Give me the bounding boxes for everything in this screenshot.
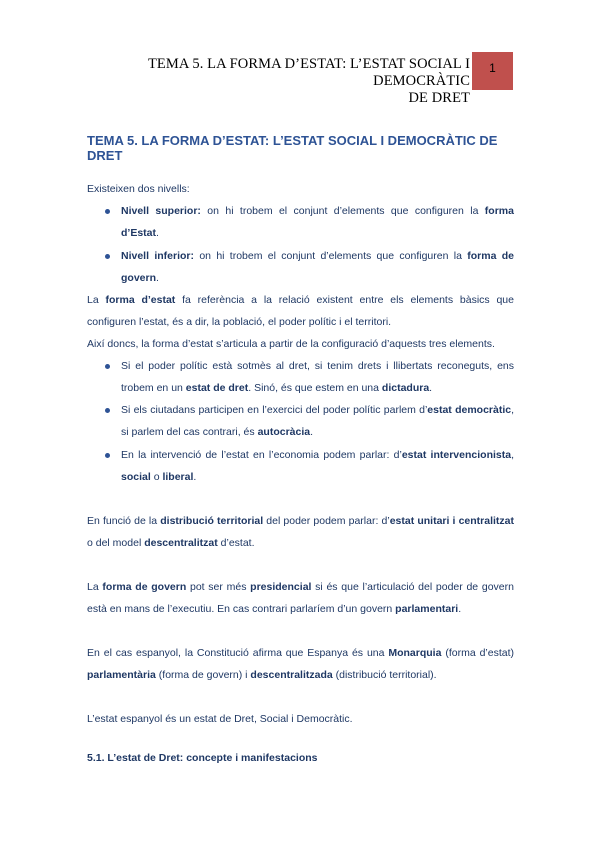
header-title-line1: TEMA 5. LA FORMA D’ESTAT: L’ESTAT SOCIAL I DEMOCRÀTIC: [147, 56, 470, 89]
bold-term: presidencial: [250, 581, 312, 593]
bold-term: distribució territorial: [160, 515, 264, 527]
bold-term: Nivell inferior:: [121, 250, 194, 262]
bullet-icon: [105, 254, 110, 259]
bold-term: forma de govern: [102, 581, 187, 593]
bullet-icon: [105, 408, 110, 413]
bold-term: social: [121, 471, 151, 483]
list-item-estat-de-dret: Si el poder polític està sotmès al dret, si tenim drets i llibertats reconeguts, ens trobem en un estat de dret. Sinó, és que estem en una dictadura.: [121, 355, 514, 399]
bold-term: dictadura: [381, 382, 430, 394]
bold-term: forma d’estat: [105, 294, 176, 306]
forma-estat-paragraph: La forma d’estat fa referència a la relació existent entre els elements bàsics que configuren l’estat, és a dir, la població, el poder polític i el territori.: [87, 294, 514, 328]
list-item-estat-democratic: Si els ciutadans participen en l’exercici del poder polític parlem d’estat democràtic, si parlem del cas contrari, és autocràcia.: [121, 399, 514, 443]
espanya-paragraph: En el cas espanyol, la Constitució afirma que Espanya és una Monarquia (forma d’estat) parlamentària (forma de govern) i descentralitzada (distribució territorial).: [87, 647, 514, 681]
section-heading: 5.1. L’estat de Dret: concepte i manifestacions: [87, 752, 318, 764]
bold-term: estat unitari i centralitzat: [389, 515, 515, 527]
bold-term: estat democràtic: [427, 404, 512, 416]
page-number: 1: [489, 61, 496, 75]
bold-term: estat intervencionista: [401, 449, 512, 461]
estat-espanyol-paragraph: L’estat espanyol és un estat de Dret, Social i Democràtic.: [87, 713, 353, 725]
territorial-paragraph: En funció de la distribució territorial del poder podem parlar: d’estat unitari i centralitzat o del model descentralitzat d’estat.: [87, 515, 515, 549]
page-number-box: [472, 52, 513, 90]
bullet-icon: [105, 209, 110, 214]
list-item-nivell-superior: Nivell superior: on hi trobem el conjunt d’elements que configuren la forma d’Estat.: [121, 200, 514, 244]
bold-term: forma de govern: [121, 250, 514, 284]
document-title: TEMA 5. LA FORMA D’ESTAT: L’ESTAT SOCIAL I DEMOCRÀTIC DE DRET: [87, 133, 498, 163]
bold-term: forma d’Estat: [121, 205, 514, 239]
bold-term: Monarquia: [388, 647, 442, 659]
bullet-icon: [105, 364, 110, 369]
header-title-line2: DE DRET: [408, 90, 470, 106]
bullet-icon: [105, 453, 110, 458]
bold-term: liberal: [162, 471, 194, 483]
bold-term: descentralitzada: [250, 669, 333, 681]
running-header: [50, 56, 470, 107]
bold-term: descentralitzat: [144, 537, 218, 549]
list-item-nivell-inferior: Nivell inferior: on hi trobem el conjunt d’elements que configuren la forma de govern.: [121, 245, 514, 289]
bold-term: estat de dret: [185, 382, 249, 394]
list-item-intervencio-economia: En la intervenció de l’estat en l’economia podem parlar: d’estat intervencionista, social o liberal.: [121, 444, 514, 488]
bold-term: parlamentària: [87, 669, 156, 681]
govern-paragraph: La forma de govern pot ser més presidencial si és que l’articulació del poder de govern està en mans de l’executiu. En cas contrari parlaríem d’un govern parlamentari.: [87, 581, 514, 615]
aixi-doncs-paragraph: Així doncs, la forma d’estat s’articula a partir de la configuració d’aquests tres elements.: [87, 338, 495, 350]
intro-paragraph: Existeixen dos nivells:: [87, 183, 190, 195]
bold-term: autocràcia: [257, 426, 311, 438]
bold-term: Nivell superior:: [121, 205, 201, 217]
bold-term: parlamentari: [395, 603, 459, 615]
